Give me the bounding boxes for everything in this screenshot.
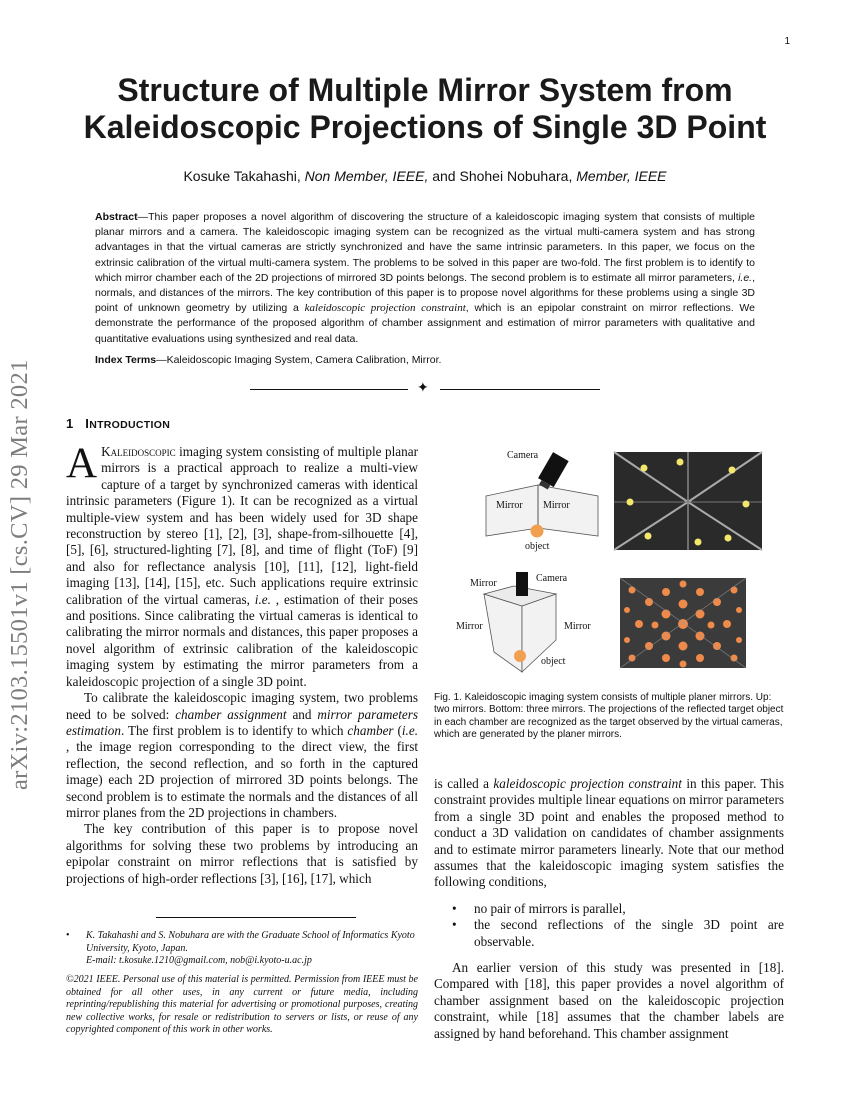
bottom-camera-icon: [516, 572, 528, 596]
top-camera-label: Camera: [507, 450, 539, 461]
divider-line-right: [440, 389, 600, 390]
conditions-list: [434, 901, 784, 950]
bottom-diagram: [456, 572, 591, 672]
paragraph-2-paren: (: [397, 722, 402, 738]
authors: [60, 168, 790, 184]
top-mirror-right-label: Mirror: [543, 500, 570, 511]
paragraph-2-text-d: , the image region corresponding to the direct view, the first reflection, the second reflection, and so forth in the captured image) each 2D projection of mirrored 3D points belongs. The second problem is to estimate the normals and the distances of all mirror planes from the 2D projections in chambers.: [66, 739, 418, 820]
abstract: [95, 210, 755, 347]
page-number: 1: [784, 36, 790, 47]
bottom-mirror-right-label: Mirror: [564, 621, 591, 632]
paragraph-2-text-b: . The first problem is to identify to which: [120, 722, 344, 738]
footnote-bullet: •: [66, 930, 70, 941]
abstract-text-1: —This paper proposes a novel algorithm of discovering the structure of a kaleidoscopic imaging system that consists of multiple planar mirrors and a camera. The kaleidoscopic imaging system can be recognized as the virtual multi-camera system and has strong advantages in that the virtual cameras are strictly synchronized and have the same intrinsic parameters. In this paper, we focus on the extrinsic calibration of the virtual multi-camera system. The problems to be solved in this paper are two-fold. The first problem is to identify to which mirror chamber each of the 2D projections of mirrored 3D points belongs. The second problem is to estimate all mirror parameters,: [95, 211, 755, 284]
bottom-mirror-left-label: Mirror: [456, 621, 483, 632]
title-line-1: Structure of Multiple Mirror System from: [117, 72, 733, 108]
figure-caption: Fig. 1. Kaleidoscopic imaging system consists of multiple planer mirrors. Up: two mirrors. Bottom: three mirrors. The projections of the reflected target object in each chamber are recognized as the target observed by the virtual cameras, which are generated by the planer mirrors.: [434, 692, 784, 741]
bottom-photo: [620, 578, 746, 668]
index-terms: [95, 354, 755, 366]
paragraph-1-first-word: Kaleidoscopic: [101, 444, 176, 459]
footnote-body: [86, 930, 418, 968]
condition-text-2: the second reflections of the single 3D point are observable.: [474, 917, 784, 949]
dropcap: A: [66, 440, 98, 487]
bottom-object-label: object: [541, 656, 566, 667]
section-title-initial: I: [85, 416, 90, 431]
paragraph-2-and: and: [292, 706, 312, 722]
top-object-dot: [531, 525, 544, 538]
abstract-text-2: , normals, and distances of the mirrors. The key contribution of this paper is to propose novel algorithms for these problems using a single 3D point of unknown geometry by utilizing a: [95, 271, 755, 315]
divider-diamond-icon: ✦: [417, 380, 429, 396]
footnote-rule: [156, 917, 356, 918]
abstract-kpc: kaleidoscopic projection constraint: [304, 302, 466, 315]
left-column: [66, 440, 418, 887]
condition-item-2: [434, 917, 784, 950]
footnote-affiliation: K. Takahashi and S. Nobuhara are with the Graduate School of Informatics Kyoto University, Kyoto, Japan.: [86, 930, 415, 954]
top-diagram: [486, 450, 598, 552]
title-line-2: Kaleidoscopic Projections of Single 3D Point: [83, 109, 767, 145]
paragraph-1-text: imaging system consisting of multiple planar mirrors is a practical approach to realize a multi-view capture of a target by synchronized cameras with identical intrinsic parameters (Figure 1). It can be recognized as a virtual multiple-view system and has been widely used for 3D shape reconstruction by stereo [1], [2], [3], shape-from-silhouette [4], [5], [6], structured-lighting [7], [8], and time of flight (ToF) [9] and also for reflectance analysis [10], [11], [12], light-field imaging [13], [14], [15], etc. Such applications require extrinsic calibration of the virtual cameras,: [66, 444, 418, 607]
abstract-ie: i.e.: [738, 271, 753, 284]
top-mirror-left-label: Mirror: [496, 500, 523, 511]
right-paragraph-1-a: is called a: [434, 776, 489, 791]
figure-1: [434, 444, 784, 684]
footnote: [66, 930, 418, 968]
paragraph-2-ie: i.e.: [401, 722, 418, 738]
abstract-text-3: , which is an epipolar constraint on mirror reflections. We demonstrate the performance of the proposed algorithm of chamber assignment and estimation of mirror parameters with qualitative and quantitative evaluations using synthesized and real data.: [95, 302, 755, 345]
paragraph-1: [66, 440, 418, 690]
condition-bullet-1: •: [452, 900, 457, 916]
right-column: [434, 776, 784, 1042]
section-divider: [250, 380, 600, 396]
bottom-mirror-top-label: Mirror: [470, 578, 497, 589]
term-kaleidoscopic-projection-constraint: kaleidoscopic projection constraint: [493, 776, 682, 791]
condition-item-1: [434, 901, 784, 917]
term-chamber-assignment: chamber assignment: [175, 706, 287, 722]
bottom-object-dot: [514, 650, 526, 662]
right-paragraph-1-b: in this paper. This constraint provides multiple linear equations on mirror parameters from a single 3D point and enables the proposed method to conduct a 3D validation on candidates of chamber assignments and to estimate mirror parameters linearly. Note that our method assumes that the kaleidoscopic imaging system satisfies the following conditions,: [434, 776, 784, 890]
paragraph-3: The key contribution of this paper is to propose novel algorithms for solving these two problems by introducing an epipolar constraint on mirror reflections that is satisfied by projections of high-order reflections [3], [16], [17], which: [66, 821, 418, 886]
index-terms-text: —Kaleidoscopic Imaging System, Camera Calibration, Mirror.: [156, 354, 442, 366]
top-photo: [614, 452, 762, 550]
copyright-notice: ©2021 IEEE. Personal use of this material is permitted. Permission from IEEE must be obtained for all other uses, in any current or future media, including reprinting/republishing this material for advertising or promotional purposes, creating new collective works, for resale or redistribution to servers or lists, or reuse of any copyrighted component of this work in other works.: [66, 974, 418, 1035]
condition-bullet-2: •: [452, 917, 457, 933]
paragraph-1-text-b: , estimation of their poses and positions. Since calibrating the virtual cameras is identical to calibrating the mirror normals and distances, this paper proposes a novel algorithm of extrinsic calibration of the kaleidoscopic imaging system by estimating the mirror parameters from a kaleidoscopic projection of a single 3D point.: [66, 591, 418, 689]
author-1: Kosuke Takahashi,: [183, 168, 301, 184]
author-1-role: Non Member, IEEE,: [304, 168, 429, 184]
condition-text-1: no pair of mirrors is parallel,: [474, 900, 626, 916]
author-2: Shohei Nobuhara,: [459, 168, 573, 184]
term-mirror-parameters-estimation: mirror parameters estimation: [66, 706, 418, 738]
term-chamber: chamber: [347, 722, 394, 738]
author-2-role: Member, IEEE: [576, 168, 667, 184]
right-paragraph-1: [434, 776, 784, 891]
arxiv-stamp: arXiv:2103.15501v1 [cs.CV] 29 Mar 2021: [6, 359, 33, 790]
abstract-label: Abstract: [95, 211, 138, 223]
author-and: and: [432, 168, 456, 184]
footnote-email: E-mail: t.kosuke.1210@gmail.com, nob@i.kyoto-u.ac.jp: [86, 955, 312, 966]
section-title-rest: NTRODUCTION: [89, 419, 171, 431]
paper-title: [60, 72, 790, 146]
section-heading: [66, 416, 170, 431]
paragraph-1-ie: i.e.: [254, 591, 271, 607]
paragraph-2-text-a: To calibrate the kaleidoscopic imaging system, two problems need to be solved:: [66, 690, 418, 722]
section-number: 1: [66, 416, 74, 431]
paragraph-2: [66, 690, 418, 821]
right-paragraph-2: An earlier version of this study was presented in [18]. Compared with [18], this paper provides a novel algorithm of chamber assignment based on the kaleidoscopic projection constraint, while [18] assumes that the chamber labels are assigned by hand beforehand. This chamber assignment: [434, 960, 784, 1041]
top-object-label: object: [525, 541, 550, 552]
divider-line-left: [250, 389, 408, 390]
index-terms-label: Index Terms: [95, 354, 157, 366]
bottom-camera-label: Camera: [536, 573, 568, 584]
